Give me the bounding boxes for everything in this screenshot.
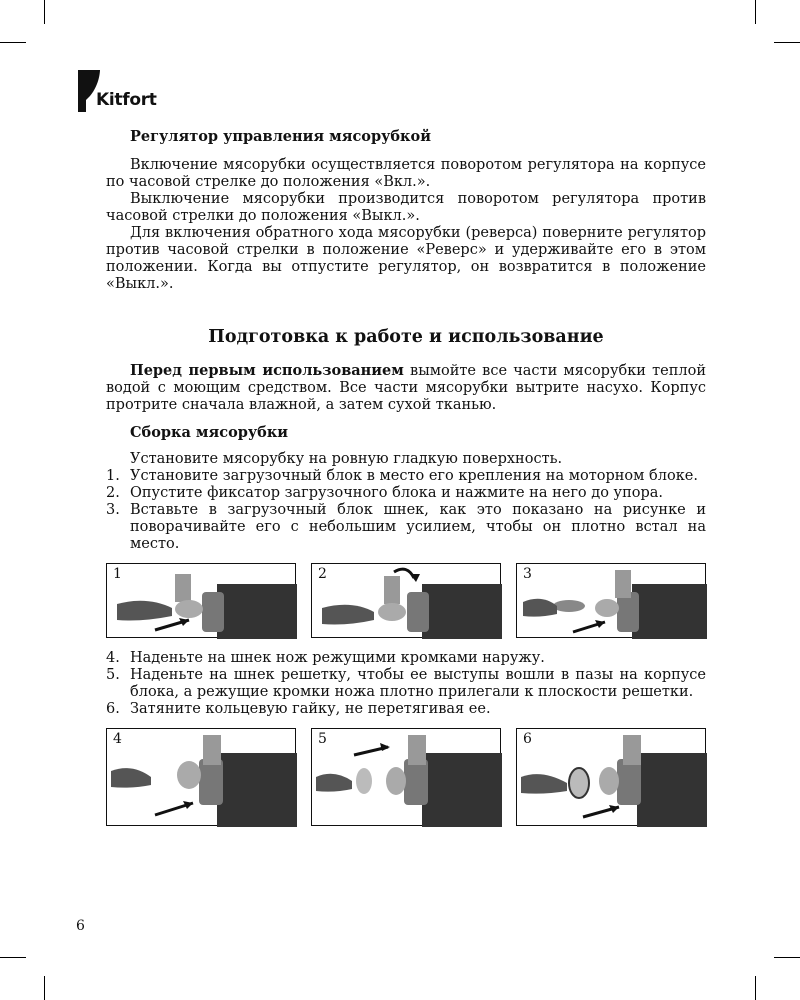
figure-number: 1 xyxy=(113,566,122,582)
steps-list xyxy=(106,650,706,718)
figure-6 xyxy=(516,728,706,826)
crop-mark xyxy=(774,957,800,958)
figure-number: 4 xyxy=(113,731,122,747)
figure-1 xyxy=(106,563,296,638)
crop-mark xyxy=(755,0,756,24)
assembly-illustration-icon xyxy=(517,564,707,639)
step-text: Затяните кольцевую гайку, не перетягивая ее. xyxy=(130,701,491,717)
figure-number: 2 xyxy=(318,566,327,582)
crop-mark xyxy=(44,976,45,1000)
paragraph: Для включения обратного хода мясорубки (реверса) поверните регулятор против часовой стрелки в положение «Реверс» и удерживайте его в этом положении. Когда вы отпустите регулятор, он возвратится в положение «Выкл.». xyxy=(106,225,706,292)
paragraph xyxy=(106,362,706,414)
assembly-illustration-icon xyxy=(312,729,502,827)
paragraph-text: вымойте все части мясорубки теплой водой с моющим средством. Все части мясорубки вытрите насухо. Корпус протрите сначала влажной, а затем сухой тканью. xyxy=(106,363,706,413)
step-text: Наденьте на шнек нож режущими кромками наружу. xyxy=(130,650,545,666)
assembly-illustration-icon xyxy=(312,564,502,639)
figure-number: 5 xyxy=(318,731,327,747)
subsection-heading: Сборка мясорубки xyxy=(130,424,289,441)
assembly-illustration-icon xyxy=(517,729,707,827)
step-number: 3. xyxy=(106,502,120,518)
paragraph: Включение мясорубки осуществляется поворотом регулятора на корпусе по часовой стрелке до положения «Вкл.». xyxy=(106,157,706,190)
crop-mark xyxy=(0,42,26,43)
paragraph: Выключение мясорубки производится поворотом регулятора против часовой стрелки до положения «Выкл.». xyxy=(106,191,706,224)
step-number: 1. xyxy=(106,468,120,484)
figure-row xyxy=(106,728,706,826)
step-text: Вставьте в загрузочный блок шнек, как это показано на рисунке и поворачивайте его с небольшим усилием, чтобы он плотно встал на место. xyxy=(130,502,706,552)
figure-row xyxy=(106,563,706,638)
step-number: 5. xyxy=(106,667,120,683)
section-title: Подготовка к работе и использование xyxy=(208,327,604,347)
list-item xyxy=(106,485,706,502)
paragraph: Установите мясорубку на ровную гладкую поверхность. xyxy=(130,451,563,467)
section-heading: Регулятор управления мясорубкой xyxy=(130,128,431,145)
list-item xyxy=(106,650,706,667)
step-number: 2. xyxy=(106,485,120,501)
figure-3 xyxy=(516,563,706,638)
figure-5 xyxy=(311,728,501,826)
figure-number: 6 xyxy=(523,731,532,747)
list-item xyxy=(106,502,706,553)
list-item xyxy=(106,667,706,701)
assembly-illustration-icon xyxy=(107,564,297,639)
crop-mark xyxy=(0,957,26,958)
brand-name: Kitfort xyxy=(96,90,157,110)
list-item xyxy=(106,468,706,485)
steps-list xyxy=(106,468,706,553)
assembly-illustration-icon xyxy=(107,729,297,827)
step-number: 4. xyxy=(106,650,120,666)
figure-2 xyxy=(311,563,501,638)
step-text: Установите загрузочный блок в место его крепления на моторном блоке. xyxy=(130,468,698,484)
figure-number: 3 xyxy=(523,566,532,582)
page-content xyxy=(106,124,706,838)
crop-mark xyxy=(755,976,756,1000)
step-number: 6. xyxy=(106,701,120,717)
page-number: 6 xyxy=(76,918,85,934)
crop-mark xyxy=(44,0,45,24)
step-text: Наденьте на шнек решетку, чтобы ее выступы вошли в пазы на корпусе блока, а режущие кромки ножа плотно прилегали к плоскости решетки. xyxy=(130,667,706,700)
step-text: Опустите фиксатор загрузочного блока и нажмите на него до упора. xyxy=(130,485,663,501)
bold-lead: Перед первым использованием xyxy=(130,362,404,379)
crop-mark xyxy=(774,42,800,43)
figure-4 xyxy=(106,728,296,826)
list-item xyxy=(106,701,706,718)
